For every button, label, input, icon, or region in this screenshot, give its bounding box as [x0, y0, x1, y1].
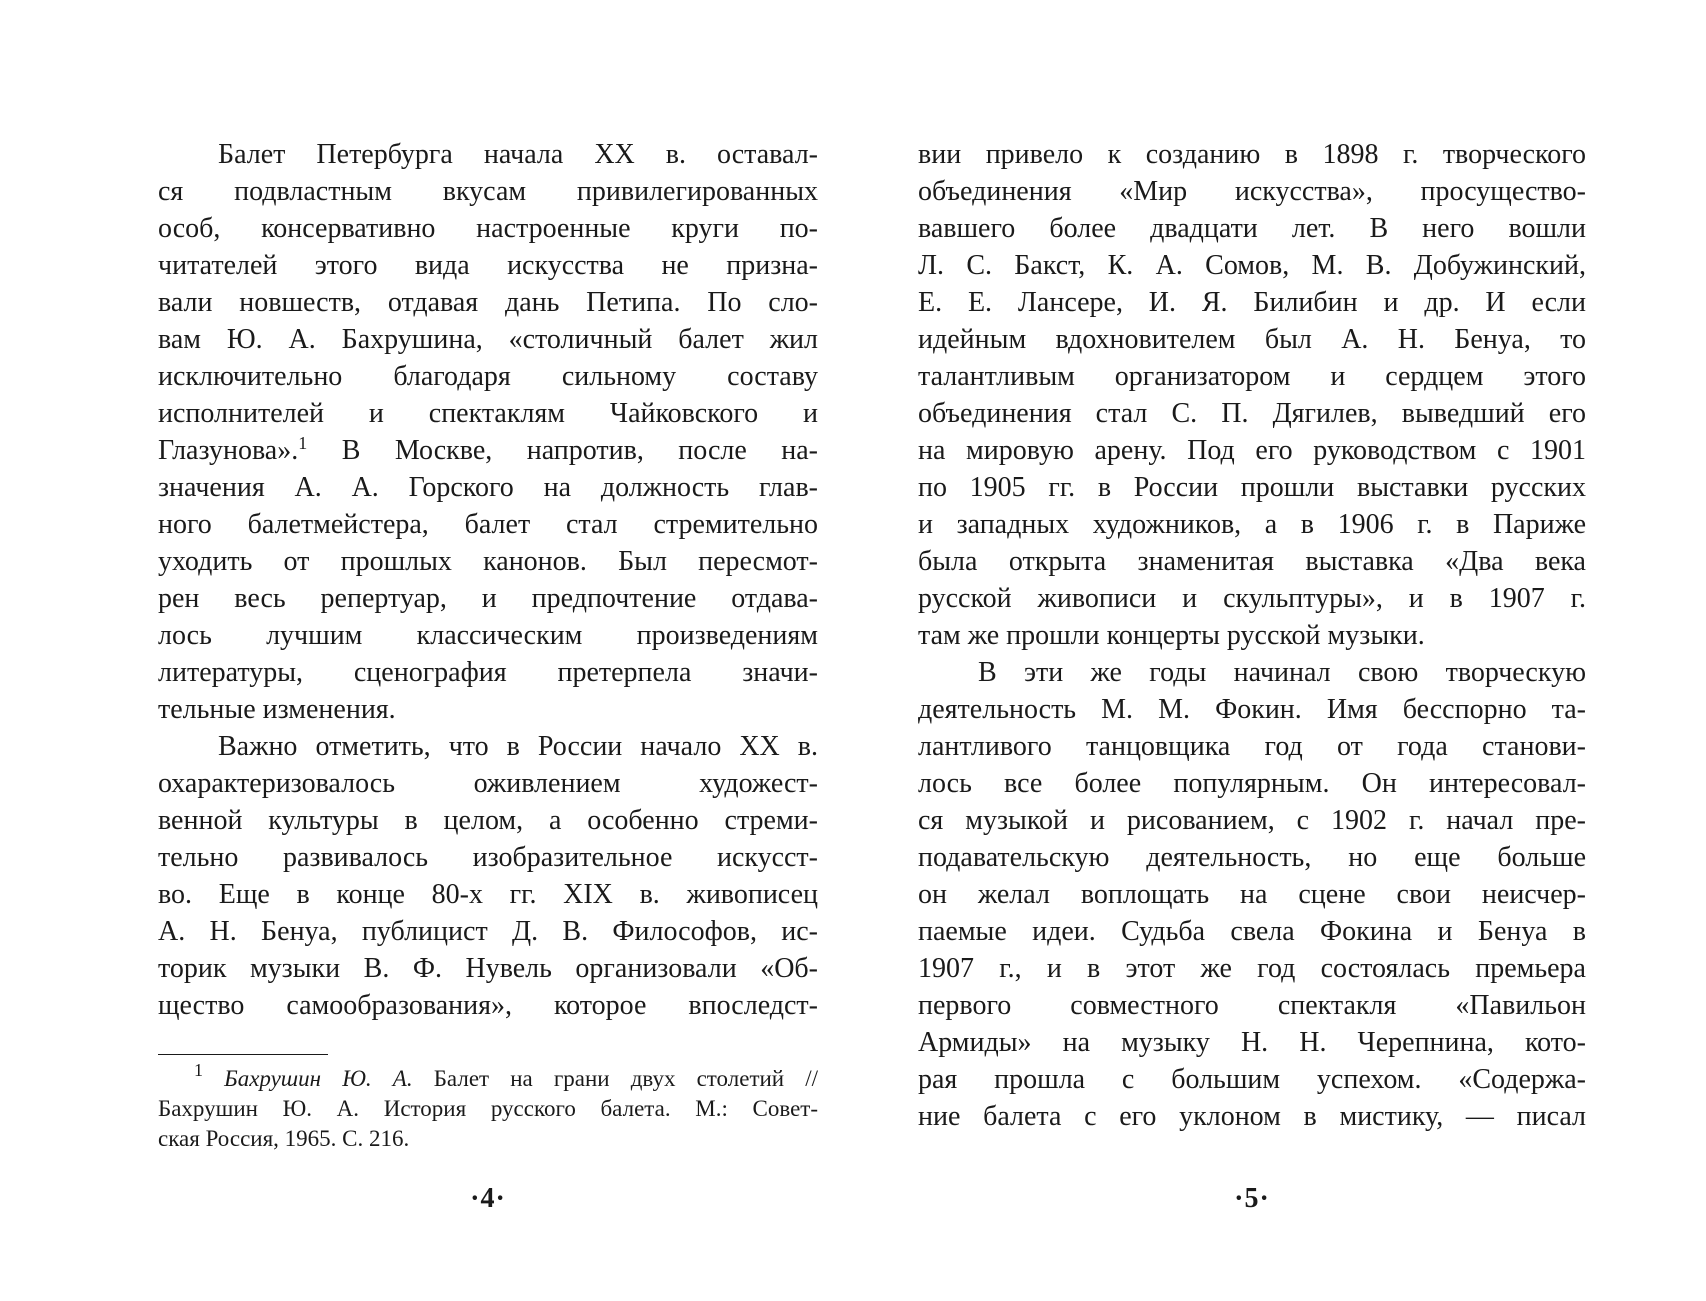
text-line: тельные изменения.	[158, 694, 396, 725]
text-line: уходить от прошлых канонов. Был пересмот-	[158, 546, 818, 577]
text-line: тельно развивалось изобразительное искусст-	[158, 842, 818, 873]
text-line: там же прошли концерты русской музыки.	[918, 620, 1425, 651]
footnote-text: Балет на грани двух столетий //	[412, 1066, 819, 1091]
footnote-line: Бахрушин Ю. А. История русского балета. М.: Совет-	[158, 1096, 818, 1121]
text-line: А. Н. Бенуа, публицист Д. В. Философов, ис-	[158, 916, 818, 947]
text-line: рен весь репертуар, и предпочтение отдава-	[158, 583, 818, 614]
text-line: В эти же годы начинал свою творческую	[978, 657, 1586, 688]
text-line: ся музыкой и рисованием, с 1902 г. начал пре-	[918, 805, 1586, 836]
text-line: русской живописи и скульптуры», и в 1907 г.	[918, 583, 1586, 614]
text-line: 1907 г., и в этот же год состоялась премьера	[918, 953, 1586, 984]
text-line: вам Ю. А. Бахрушина, «столичный балет жил	[158, 324, 818, 355]
text-segment: В Москве, напротив, после на-	[307, 435, 818, 466]
text-line: значения А. А. Горского на должность глав-	[158, 472, 818, 503]
left-page-body	[158, 136, 818, 1024]
text-line: идейным вдохновителем был А. Н. Бенуа, то	[918, 324, 1586, 355]
text-line: объединения «Мир искусства», просущество-	[918, 176, 1586, 207]
text-line: деятельность М. М. Фокин. Имя бесспорно та-	[918, 694, 1586, 725]
text-line: рая прошла с большим успехом. «Содержа-	[918, 1064, 1586, 1095]
text-line: торик музыки В. Ф. Нувель организовали «Об-	[158, 953, 818, 984]
right-page	[918, 0, 1586, 1301]
right-page-body	[918, 136, 1586, 1135]
text-line: исполнителей и спектаклям Чайковского и	[158, 398, 818, 429]
left-page	[158, 0, 818, 1301]
text-line: во. Еще в конце 80-х гг. XIX в. живописец	[158, 879, 818, 910]
text-line: венной культуры в целом, а особенно стреми-	[158, 805, 818, 836]
footnote-marker: 1	[194, 1060, 203, 1080]
text-line: щество самообразования», которое впоследст-	[158, 990, 818, 1021]
text-line: Армиды» на музыку Н. Н. Черепнина, кото-	[918, 1027, 1586, 1058]
text-line: лантливого танцовщика год от года станови-	[918, 731, 1586, 762]
footnote-author: Бахрушин Ю. А.	[224, 1066, 413, 1091]
text-line: ного балетмейстера, балет стал стремительно	[158, 509, 818, 540]
text-line: литературы, сценография претерпела значи-	[158, 657, 818, 688]
footnote-divider	[158, 1054, 328, 1055]
text-line: и западных художников, а в 1906 г. в Париже	[918, 509, 1586, 540]
text-line: по 1905 гг. в России прошли выставки русских	[918, 472, 1586, 503]
text-line: на мировую арену. Под его руководством с 1901	[918, 435, 1586, 466]
footnote-line: ская Россия, 1965. С. 216.	[158, 1126, 410, 1151]
text-line: ся подвластным вкусам привилегированных	[158, 176, 818, 207]
text-line-with-footnote-ref	[158, 432, 818, 469]
text-line: исключительно благодаря сильному составу	[158, 361, 818, 392]
footnote-line	[158, 1060, 819, 1094]
text-line: вии привело к созданию в 1898 г. творческого	[918, 139, 1586, 170]
text-line: лось лучшим классическим произведениям	[158, 620, 818, 651]
text-line: Важно отметить, что в России начало XX в.	[218, 731, 818, 762]
text-line: ние балета с его уклоном в мистику, — писал	[918, 1101, 1586, 1132]
text-segment: Глазунова».	[158, 435, 299, 466]
footnote-reference[interactable]: 1	[298, 433, 308, 453]
text-line: паемые идеи. Судьба свела Фокина и Бенуа в	[918, 916, 1586, 947]
text-line: объединения стал С. П. Дягилев, выведший его	[918, 398, 1586, 429]
text-line: он желал воплощать на сцене свои неисчер-	[918, 879, 1586, 910]
text-line: первого совместного спектакля «Павильон	[918, 990, 1586, 1021]
text-line: Л. С. Бакст, К. А. Сомов, М. В. Добужинский,	[918, 250, 1586, 281]
page-number: ·4·	[470, 1183, 506, 1214]
text-line: вали новшеств, отдавая дань Петипа. По сло-	[158, 287, 818, 318]
text-line: читателей этого вида искусства не призна-	[158, 250, 818, 281]
page-number: ·5·	[1234, 1183, 1270, 1214]
text-line: Е. Е. Лансере, И. Я. Билибин и др. И если	[918, 287, 1586, 318]
text-line: охарактеризовалось оживлением художест-	[158, 768, 818, 799]
text-line: Балет Петербурга начала XX в. оставал-	[218, 139, 818, 170]
text-line: была открыта знаменитая выставка «Два века	[918, 546, 1586, 577]
text-line: подавательскую деятельность, но еще больше	[918, 842, 1586, 873]
footnote	[158, 1060, 819, 1154]
text-line: талантливым организатором и сердцем этого	[918, 361, 1586, 392]
text-line: лось все более популярным. Он интересовал-	[918, 768, 1586, 799]
text-line: вавшего более двадцати лет. В него вошли	[918, 213, 1586, 244]
text-line: особ, консервативно настроенные круги по-	[158, 213, 818, 244]
